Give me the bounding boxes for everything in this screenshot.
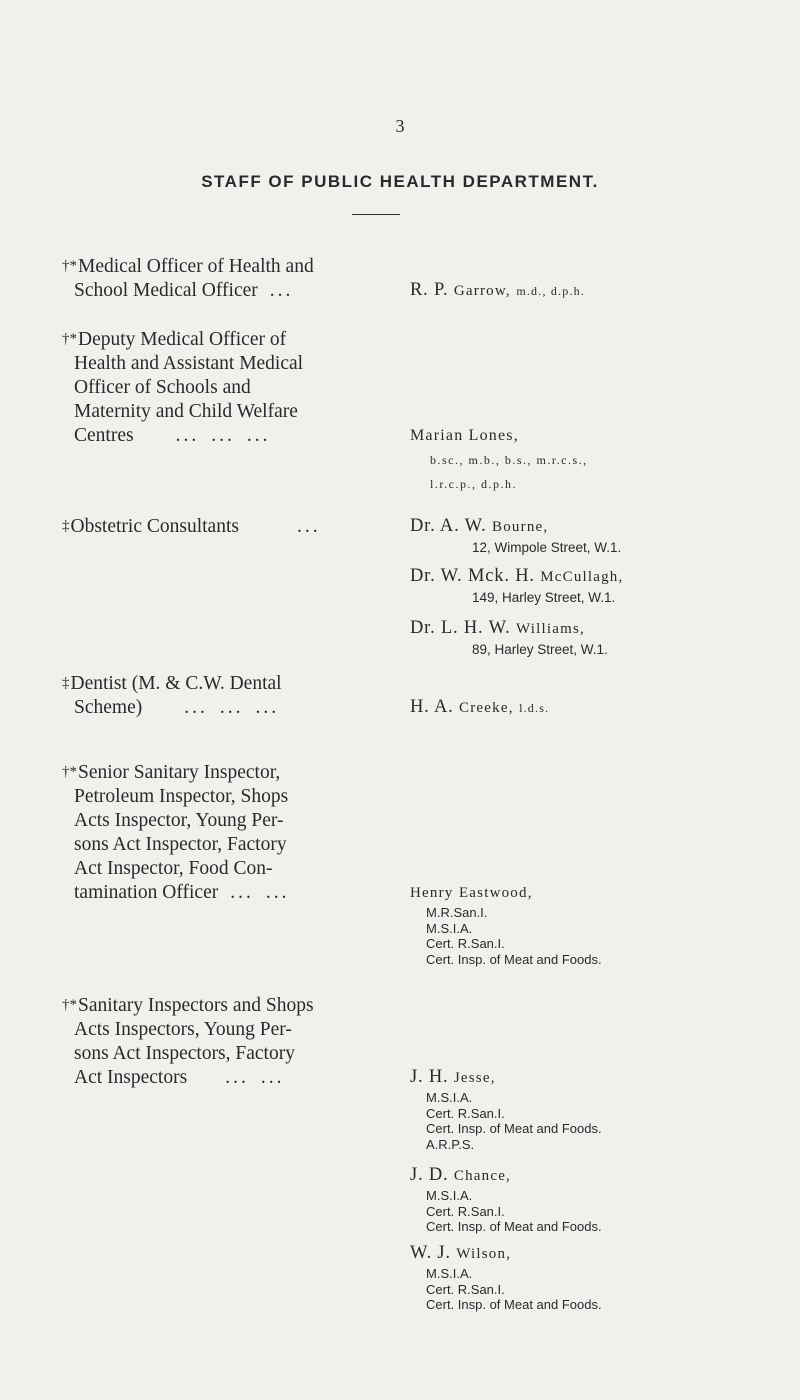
leader-dots: ...: [225, 1067, 249, 1088]
holder-qualifications: b.sc., m.b., b.s., m.r.c.s.,: [430, 453, 588, 467]
staff-holder: [410, 564, 790, 606]
holder-qualifications: l.r.c.p., d.p.h.: [430, 477, 517, 491]
holder-name: Dr. L. H. W. Williams,: [410, 618, 585, 638]
holder-address: 149, Harley Street, W.1.: [472, 590, 616, 605]
holder-name: J. H. Jesse,: [410, 1067, 496, 1087]
holder-qualifications: M.S.I.A. Cert. R.San.I. Cert. Insp. of Meat and Foods.: [426, 1188, 602, 1234]
holder-name: Dr. A. W. Bourne,: [410, 516, 549, 536]
holder-qualifications: M.R.San.I. M.S.I.A. Cert. R.San.I. Cert. Insp. of Meat and Foods.: [426, 905, 602, 967]
staff-holder: [410, 1065, 790, 1152]
staff-holder: [410, 278, 790, 303]
role-title: †*Senior Sanitary Inspector, Petroleum Inspector, Shops Acts Inspector, Young Per- sons Act Inspector, Factory Act Inspector, Food Con- tamination Officer ... ...: [62, 762, 290, 903]
page-title: STAFF OF PUBLIC HEALTH DEPARTMENT.: [201, 172, 599, 191]
holder-name: Henry Eastwood,: [410, 885, 533, 901]
leader-dots: ...: [184, 697, 208, 718]
role-marker: †*: [62, 997, 77, 1013]
leader-dots: ...: [230, 882, 254, 903]
title-divider: [352, 214, 400, 215]
role-marker: †*: [62, 764, 77, 780]
leader-dots: ...: [296, 516, 321, 537]
holder-name: R. P. Garrow, m.d., d.p.h.: [410, 280, 586, 300]
leader-dots: ...: [175, 425, 200, 446]
role-title: ‡Obstetric Consultants ...: [62, 516, 321, 537]
holder-qualifications: M.S.I.A. Cert. R.San.I. Cert. Insp. of Meat and Foods. A.R.P.S.: [426, 1090, 602, 1152]
staff-holder: [410, 514, 790, 556]
staff-holder: [410, 1241, 790, 1313]
role-marker: ‡: [62, 518, 70, 534]
holder-name: H. A. Creeke, l.d.s.: [410, 697, 550, 717]
staff-holder: [410, 695, 790, 720]
staff-holder: [410, 1163, 790, 1235]
role-marker: †*: [62, 258, 77, 274]
page-number: 3: [395, 116, 405, 136]
leader-dots: ...: [269, 280, 294, 301]
holder-address: 89, Harley Street, W.1.: [472, 642, 608, 657]
role-title: ‡Dentist (M. & C.W. Dental Scheme) ... ... ...: [62, 673, 282, 718]
role-title: †*Medical Officer of Health and School Medical Officer ...: [62, 256, 314, 301]
holder-qualifications: l.d.s.: [519, 701, 550, 715]
role-title: †*Deputy Medical Officer of Health and Assistant Medical Officer of Schools and Maternity and Child Welfare Centres ... ... ...: [62, 329, 304, 446]
role-marker: ‡: [62, 675, 70, 691]
holder-address: 12, Wimpole Street, W.1.: [472, 540, 622, 555]
staff-holder: [410, 616, 790, 658]
holder-name: W. J. Wilson,: [410, 1243, 512, 1263]
holder-qualifications: m.d., d.p.h.: [516, 284, 586, 298]
role-title: †*Sanitary Inspectors and Shops Acts Inspectors, Young Per- sons Act Inspectors, Factory Act Inspectors ... ...: [62, 995, 314, 1088]
holder-qualifications: M.S.I.A. Cert. R.San.I. Cert. Insp. of Meat and Foods.: [426, 1266, 602, 1312]
role-marker: †*: [62, 331, 77, 347]
holder-name: Marian Lones,: [410, 427, 519, 444]
holder-name: Dr. W. Mck. H. McCullagh,: [410, 566, 624, 586]
staff-holder: [410, 880, 790, 967]
holder-name: J. D. Chance,: [410, 1165, 512, 1185]
staff-holder: [410, 423, 790, 496]
